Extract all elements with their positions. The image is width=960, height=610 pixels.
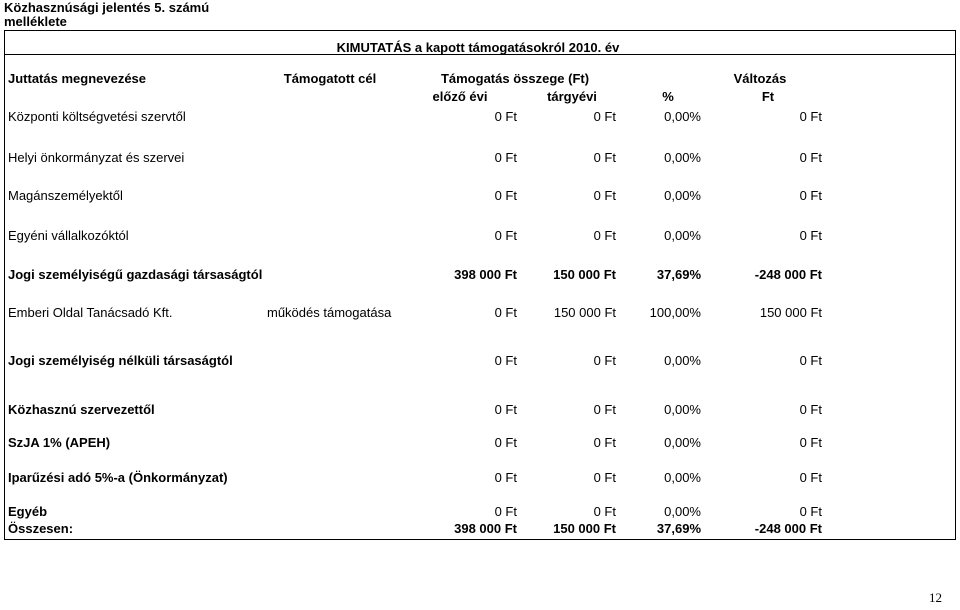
total-ft: -248 000 Ft bbox=[754, 521, 822, 536]
row-pct: 0,00% bbox=[664, 435, 701, 450]
row-prev: 0 Ft bbox=[494, 228, 517, 243]
report-header-line2: melléklete bbox=[4, 14, 67, 29]
row-pct: 0,00% bbox=[664, 228, 701, 243]
row-ft: 0 Ft bbox=[799, 470, 822, 485]
row-name: Egyéni vállalkozóktól bbox=[8, 228, 129, 243]
total-prev: 398 000 Ft bbox=[454, 521, 517, 536]
row-ft: 0 Ft bbox=[799, 504, 822, 519]
row-prev: 0 Ft bbox=[494, 504, 517, 519]
row-prev: 0 Ft bbox=[494, 305, 517, 320]
row-curr: 0 Ft bbox=[593, 228, 616, 243]
row-ft: 0 Ft bbox=[799, 228, 822, 243]
row-prev: 0 Ft bbox=[494, 188, 517, 203]
col-header-change: Változás bbox=[733, 71, 787, 86]
row-pct: 0,00% bbox=[664, 109, 701, 124]
col-header-name: Juttatás megnevezése bbox=[8, 71, 147, 86]
row-prev: 0 Ft bbox=[494, 435, 517, 450]
row-curr: 150 000 Ft bbox=[553, 267, 616, 282]
row-ft: 150 000 Ft bbox=[759, 305, 822, 320]
row-name: Emberi Oldal Tanácsadó Kft. bbox=[8, 305, 173, 320]
row-prev: 398 000 Ft bbox=[454, 267, 517, 282]
table-frame bbox=[4, 30, 956, 540]
page-number: 12 bbox=[929, 590, 942, 605]
sub-header-pct: % bbox=[662, 89, 674, 104]
row-curr: 0 Ft bbox=[593, 188, 616, 203]
row-name: Helyi önkormányzat és szervei bbox=[8, 150, 185, 165]
col-header-purpose: Támogatott cél bbox=[283, 71, 377, 86]
total-label: Összesen: bbox=[8, 521, 74, 536]
row-ft: 0 Ft bbox=[799, 435, 822, 450]
row-pct: 0,00% bbox=[664, 188, 701, 203]
sub-header-prev: előző évi bbox=[432, 89, 488, 104]
row-curr: 0 Ft bbox=[593, 150, 616, 165]
sub-header-ft: Ft bbox=[761, 89, 775, 104]
row-ft: 0 Ft bbox=[799, 402, 822, 417]
col-header-amount: Támogatás összege (Ft) bbox=[440, 71, 590, 86]
row-prev: 0 Ft bbox=[494, 402, 517, 417]
row-pct: 0,00% bbox=[664, 353, 701, 368]
row-name: Iparűzési adó 5%-a (Önkormányzat) bbox=[8, 470, 228, 485]
row-name: SzJA 1% (APEH) bbox=[8, 435, 111, 450]
row-curr: 0 Ft bbox=[593, 402, 616, 417]
row-ft: -248 000 Ft bbox=[754, 267, 822, 282]
row-pct: 37,69% bbox=[656, 267, 701, 282]
row-pct: 0,00% bbox=[664, 470, 701, 485]
row-name: Központi költségvetési szervtől bbox=[8, 109, 186, 124]
row-curr: 0 Ft bbox=[593, 504, 616, 519]
row-curr: 0 Ft bbox=[593, 435, 616, 450]
row-purpose: működés támogatása bbox=[267, 305, 392, 320]
sub-header-curr: tárgyévi bbox=[547, 89, 597, 104]
row-pct: 0,00% bbox=[664, 402, 701, 417]
row-pct: 0,00% bbox=[664, 504, 701, 519]
row-prev: 0 Ft bbox=[494, 150, 517, 165]
total-pct: 37,69% bbox=[656, 521, 701, 536]
row-curr: 150 000 Ft bbox=[553, 305, 616, 320]
row-prev: 0 Ft bbox=[494, 353, 517, 368]
row-ft: 0 Ft bbox=[799, 188, 822, 203]
row-name: Egyéb bbox=[8, 504, 48, 519]
row-name: Közhasznú szervezettől bbox=[8, 402, 155, 417]
row-curr: 0 Ft bbox=[593, 109, 616, 124]
row-curr: 0 Ft bbox=[593, 470, 616, 485]
row-prev: 0 Ft bbox=[494, 470, 517, 485]
total-curr: 150 000 Ft bbox=[553, 521, 616, 536]
row-curr: 0 Ft bbox=[593, 353, 616, 368]
row-pct: 100,00% bbox=[649, 305, 701, 320]
row-ft: 0 Ft bbox=[799, 150, 822, 165]
row-name: Jogi személyiség nélküli társaságtól bbox=[8, 353, 233, 368]
row-ft: 0 Ft bbox=[799, 353, 822, 368]
table-title: KIMUTATÁS a kapott támogatásokról 2010. év bbox=[336, 40, 620, 55]
row-name: Jogi személyiségű gazdasági társaságtól bbox=[8, 267, 263, 282]
row-prev: 0 Ft bbox=[494, 109, 517, 124]
row-pct: 0,00% bbox=[664, 150, 701, 165]
report-header-line1: Közhasznúsági jelentés 5. számú bbox=[4, 0, 210, 15]
row-name: Magánszemélyektől bbox=[8, 188, 123, 203]
row-ft: 0 Ft bbox=[799, 109, 822, 124]
